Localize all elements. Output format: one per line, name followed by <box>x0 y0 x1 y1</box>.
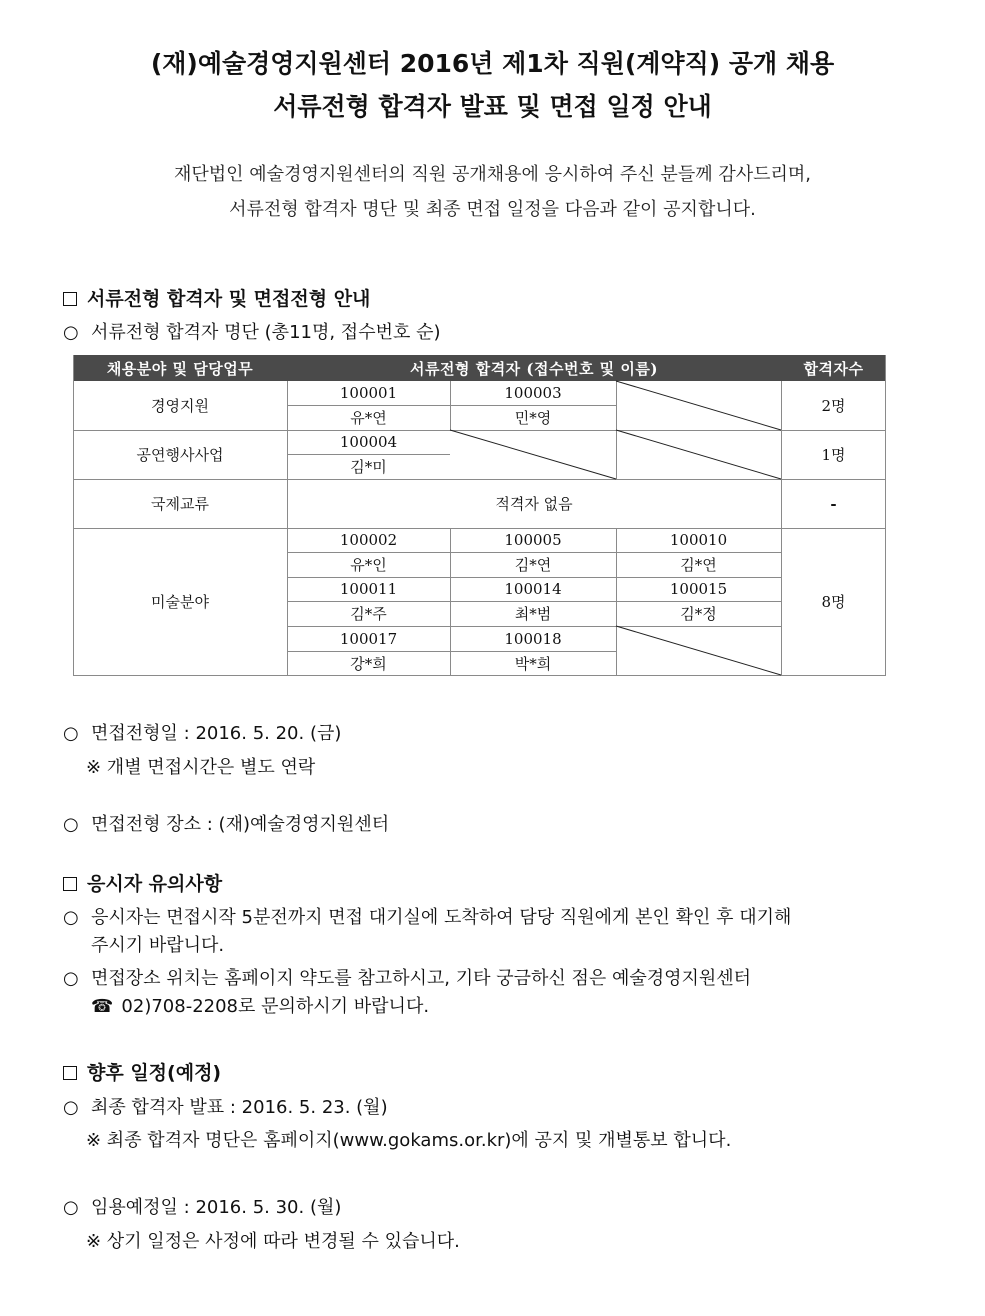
section3-heading: 향후 일정(예정) <box>87 1062 222 1084</box>
square-box-icon <box>63 292 77 306</box>
start-note: ※ 상기 일정은 사정에 따라 변경될 수 있습니다. <box>86 1231 460 1252</box>
telephone-icon: ☎ <box>91 996 114 1017</box>
intro-line2: 서류전형 합격자 명단 및 최종 면접 일정을 다음과 같이 공지합니다. <box>229 199 756 220</box>
notice-item1-line1: 응시자는 면접시작 5분전까지 면접 대기실에 도착하여 담당 직원에게 본인 확인 후 대기해 <box>91 907 792 928</box>
section2-heading-row <box>63 869 222 896</box>
empty-cell-mark <box>616 430 781 479</box>
applicant-name: 김*연 <box>680 556 717 574</box>
list-title-row <box>63 318 441 344</box>
applicant-name: 강*희 <box>350 654 387 673</box>
applicant-name: 유*연 <box>350 409 387 427</box>
row-field-performance: 공연행사사업 <box>136 446 224 464</box>
applicant-name: 박*희 <box>514 654 552 673</box>
circle-bullet-icon: ○ <box>63 814 79 835</box>
row-count: 1명 <box>821 446 846 464</box>
row-count: 2명 <box>821 397 846 415</box>
row-count: - <box>830 494 837 513</box>
page-title-line2: 서류전형 합격자 발표 및 면접 일정 안내 <box>273 92 712 121</box>
applicant-name: 김*연 <box>514 556 552 574</box>
start-date-row <box>63 1193 341 1219</box>
applicant-number: 100005 <box>504 531 562 549</box>
applicant-number: 100011 <box>339 580 398 598</box>
table-header-applicants: 서류전형 합격자 (접수번호 및 이름) <box>287 355 781 381</box>
empty-cell-mark <box>616 626 781 675</box>
applicant-number: 100015 <box>669 580 728 598</box>
notice-item2-line2: 02)708-2208로 문의하시기 바랍니다. <box>121 996 430 1017</box>
applicant-name: 민*영 <box>514 409 552 427</box>
notice-item1-line2: 주시기 바랍니다. <box>91 935 225 956</box>
applicant-number: 100017 <box>339 629 398 648</box>
applicant-name: 최*범 <box>514 605 552 623</box>
table-header-count: 합격자수 <box>781 355 886 381</box>
applicant-number: 100004 <box>339 433 398 451</box>
interview-place-row <box>63 810 389 836</box>
row-field-management: 경영지원 <box>151 397 209 415</box>
row-field-art: 미술분야 <box>151 593 209 611</box>
section3-heading-row <box>63 1058 221 1085</box>
square-box-icon <box>63 1066 77 1080</box>
final-announce: 최종 합격자 발표 : 2016. 5. 23. (월) <box>91 1097 388 1118</box>
interview-date: 면접전형일 : 2016. 5. 20. (금) <box>91 723 342 744</box>
circle-bullet-icon: ○ <box>63 1097 79 1118</box>
applicant-number: 100010 <box>669 531 728 549</box>
row-field-international: 국제교류 <box>151 495 209 513</box>
notice-item2-bullet-row <box>63 964 751 990</box>
no-eligible-note: 적격자 없음 <box>495 495 573 513</box>
circle-bullet-icon: ○ <box>63 907 79 928</box>
final-note: ※ 최종 합격자 명단은 홈페이지(www.gokams.or.kr)에 공지 및 개별통보 합니다. <box>86 1130 732 1151</box>
final-announce-row <box>63 1093 388 1119</box>
empty-cell-mark <box>450 430 616 479</box>
notice-item2-line1: 면접장소 위치는 홈페이지 약도를 참고하시고, 기타 궁금하신 점은 예술경영지원센터 <box>91 968 752 989</box>
applicant-name: 김*미 <box>350 458 387 476</box>
circle-bullet-icon: ○ <box>63 1197 79 1218</box>
section1-heading: 서류전형 합격자 및 면접전형 안내 <box>87 288 371 310</box>
row-count: 8명 <box>821 593 846 611</box>
applicant-number: 100018 <box>504 629 562 648</box>
circle-bullet-icon: ○ <box>63 723 79 744</box>
square-box-icon <box>63 877 77 891</box>
interview-date-row <box>63 719 341 745</box>
section2-heading: 응시자 유의사항 <box>87 873 223 895</box>
page-title-line1: (재)예술경영지원센터 2016년 제1차 직원(계약직) 공개 채용 <box>150 49 835 78</box>
table-header-field: 채용분야 및 담당업무 <box>73 355 287 381</box>
interview-time-note: ※ 개별 면접시간은 별도 연락 <box>86 757 316 778</box>
circle-bullet-icon: ○ <box>63 968 79 989</box>
applicant-number: 100003 <box>504 384 562 402</box>
empty-cell-mark <box>616 381 781 430</box>
applicants-table <box>73 355 886 676</box>
notice-item1-bullet-row <box>63 903 791 929</box>
applicant-number: 100002 <box>339 531 398 549</box>
notice-item2-line2-row <box>91 992 429 1018</box>
applicant-name: 김*주 <box>350 605 387 623</box>
applicant-name: 김*정 <box>680 605 717 623</box>
start-date: 임용예정일 : 2016. 5. 30. (월) <box>91 1197 342 1218</box>
applicant-number: 100014 <box>504 580 562 598</box>
applicant-number: 100001 <box>339 384 398 402</box>
circle-bullet-icon: ○ <box>63 322 79 343</box>
interview-place: 면접전형 장소 : (재)예술경영지원센터 <box>91 814 390 835</box>
intro-line1: 재단법인 예술경영지원센터의 직원 공개채용에 응시하여 주신 분들께 감사드리며, <box>174 164 811 185</box>
list-title: 서류전형 합격자 명단 (총11명, 접수번호 순) <box>91 322 441 343</box>
applicant-name: 유*인 <box>350 556 387 574</box>
section1-heading-row <box>63 284 370 311</box>
